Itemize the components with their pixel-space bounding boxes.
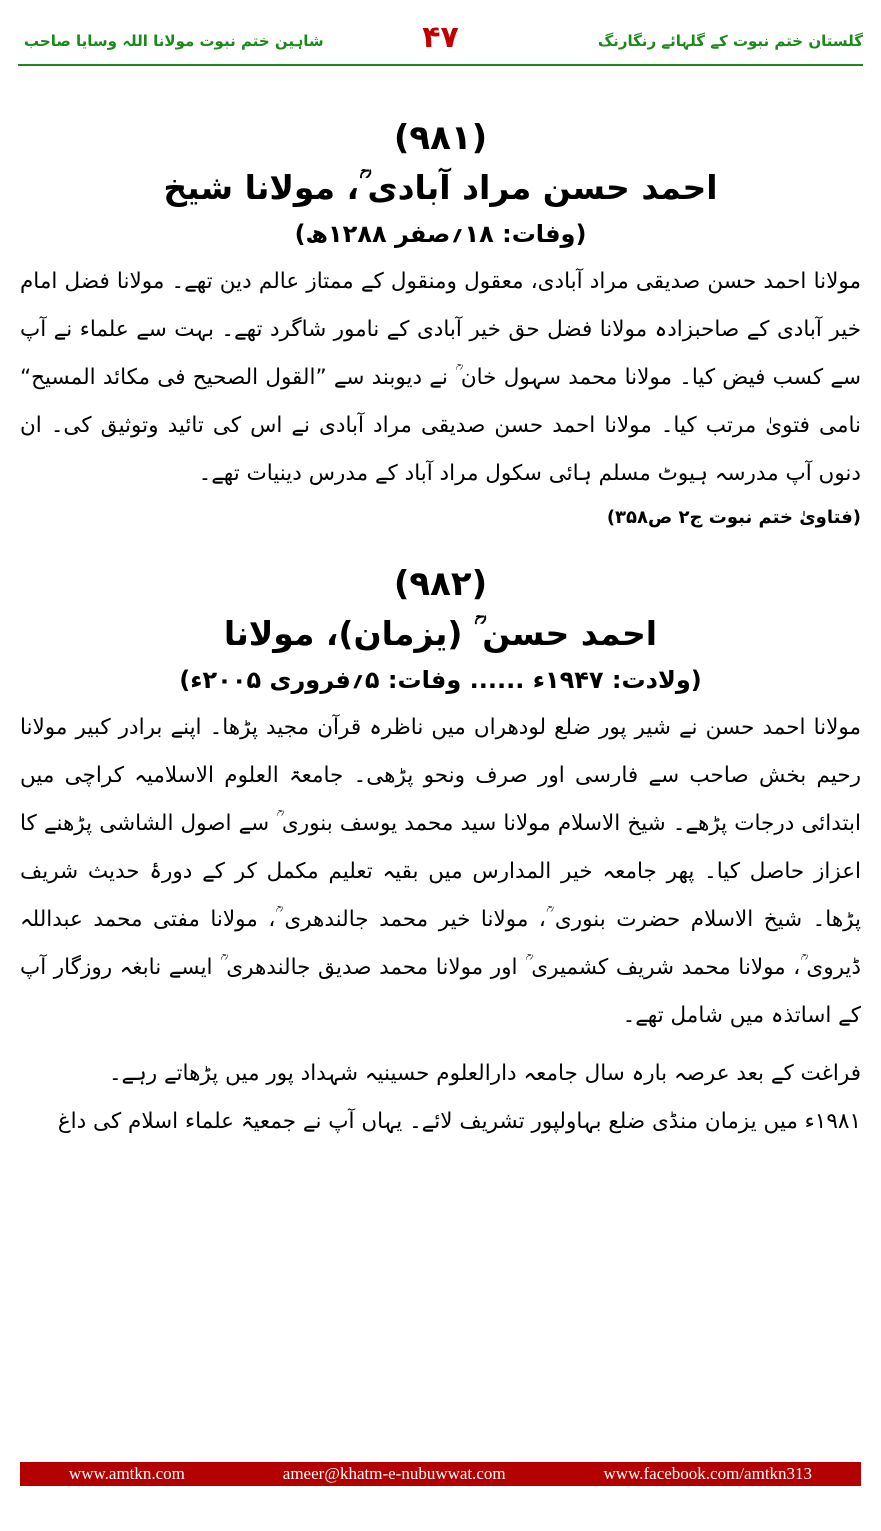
facebook-link[interactable]: www.facebook.com/amtkn313 — [603, 1464, 813, 1483]
page-body — [20, 100, 861, 1146]
page-header — [18, 18, 863, 66]
page-footer — [20, 1462, 861, 1486]
author-title: شاہین ختم نبوت مولانا اللہ وسایا صاحب — [24, 32, 324, 50]
entry-dates: (وفات: ۱۸؍صفر ۱۲۸۸ھ) — [294, 220, 587, 248]
page-number: ۴۷ — [422, 20, 459, 55]
entry-source: (فتاویٰ ختم نبوت ج۲ ص۳۵۸) — [606, 507, 861, 528]
header-divider — [18, 64, 863, 66]
entry-heading: احمد حسن ؒ (یزمان)، مولانا — [223, 614, 658, 653]
email-link[interactable]: ameer@khatm-e-nubuwwat.com — [282, 1464, 506, 1483]
entry-dates: (ولادت: ۱۹۴۷ء ...... وفات: ۵؍فروری ۲۰۰۵ء) — [179, 666, 702, 694]
website-link[interactable]: www.amtkn.com — [68, 1464, 185, 1483]
book-title: گلستان ختم نبوت کے گلہائے رنگارنگ — [597, 32, 863, 50]
entry-number: (۹۸۱) — [393, 118, 488, 158]
entry-paragraph: فراغت کے بعد عرصہ بارہ سال جامعہ دارالعلوم حسینیہ شہداد پور میں پڑھاتے رہے۔ — [108, 1061, 861, 1086]
entry-number: (۹۸۲) — [393, 564, 488, 604]
entry-paragraph: مولانا احمد حسن نے شیر پور ضلع لودھراں میں ناظرہ قرآن مجید پڑھا۔ اپنے برادر کبیر مولانا رحیم بخش صاحب سے فارسی اور صرف ونحو پڑھی۔ جامعۃ العلوم الاسلامیہ کراچی میں ابتدائی درجات پڑھے۔ شیخ الاسلام مولانا سید محمد یوسف بنوری ؒ سے اصول الشاشی پڑھنے کا اعزاز حاصل کیا۔ پھر جامعہ خیر المدارس میں بقیہ تعلیم مکمل کر کے دورۂ حدیث شریف پڑھا۔ شیخ الاسلام حضرت بنوری ؒ، مولانا خیر محمد جالندھری ؒ، مولانا مفتی محمد عبداللہ ڈیروی ؒ، مولانا محمد شریف کشمیری ؒ اور مولانا محمد صدیق جالندھری ؒ ایسے نابغہ روزگار آپ کے اساتذہ میں شامل تھے۔ — [20, 715, 861, 1028]
entry-paragraph: مولانا احمد حسن صدیقی مراد آبادی، معقول ومنقول کے ممتاز عالم دین تھے۔ مولانا فضل امام خیر آبادی کے صاحبزادہ مولانا فضل حق خیر آبادی کے نامور شاگرد تھے۔ بہت سے علماء نے آپ سے کسب فیض کیا۔ مولانا محمد سہول خان ؒ نے دیوبند سے ”القول الصحیح فی مکائد المسیح“ نامی فتویٰ مرتب کیا۔ مولانا احمد حسن صدیقی مراد آبادی نے اس کی تائید وتوثیق کی۔ ان دنوں آپ مدرسہ ہیوٹ مسلم ہائی سکول مراد آباد کے مدرس دینیات تھے۔ — [20, 269, 861, 486]
entry-heading: احمد حسن مراد آبادی ؒ، مولانا شیخ — [163, 168, 718, 207]
entry-paragraph: ۱۹۸۱ء میں یزمان منڈی ضلع بہاولپور تشریف لائے۔ یہاں آپ نے جمعیۃ علماء اسلام کی داغ — [57, 1109, 861, 1134]
